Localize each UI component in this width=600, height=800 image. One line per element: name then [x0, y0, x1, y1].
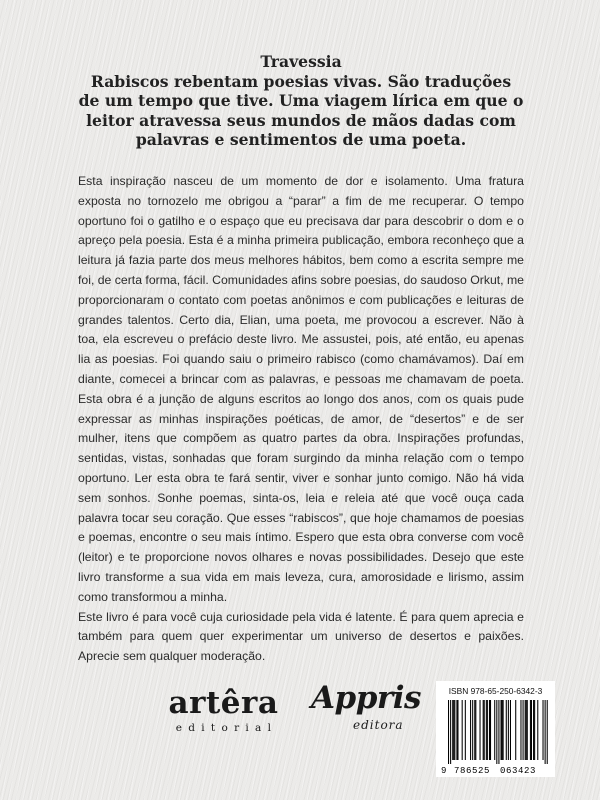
barcode-left-digits: 786525: [453, 766, 491, 776]
barcode-bar: [475, 700, 476, 760]
barcode-bar: [533, 700, 534, 760]
barcode-bar: [487, 700, 488, 760]
barcode-bar: [474, 700, 475, 760]
barcode-bar: [452, 700, 453, 760]
blurb-line: Rabiscos rebentam poesias vivas. São traduções: [90, 71, 512, 91]
synopsis-text: [78, 172, 524, 667]
appris-logo-subtitle: editora: [353, 718, 404, 732]
barcode-bar: [472, 700, 473, 760]
barcode-bar: [503, 700, 504, 760]
artera-logo-subtitle: editorial: [175, 722, 278, 734]
barcode-bar: [537, 700, 538, 760]
barcode-bar: [470, 700, 471, 760]
barcode-bar: [484, 700, 485, 760]
barcode-bar: [523, 700, 524, 760]
artera-logo-wordmark: artêra: [168, 685, 279, 721]
artera-editorial-logo: [166, 686, 281, 734]
barcode-bar: [448, 700, 449, 764]
barcode-bar: [520, 700, 521, 760]
blurb-line: leitor atravessa seus mundos de mãos dadas com: [86, 110, 516, 130]
barcode-bar: [480, 700, 481, 760]
back-cover-blurb: [70, 52, 532, 150]
barcode-bar: [545, 700, 546, 764]
barcode-bar: [501, 700, 502, 760]
barcode-right-digits: 063423: [499, 766, 537, 776]
isbn-label: ISBN 978-65-250-6342-3: [448, 686, 543, 696]
barcode-bar: [457, 700, 458, 760]
barcode-bar: [462, 700, 463, 760]
barcode-bar: [515, 700, 516, 760]
blurb-title: Travessia: [260, 52, 342, 71]
appris-editora-logo: [307, 680, 419, 735]
barcode-bar: [454, 700, 455, 760]
synopsis-paragraph: Este livro é para você cuja curiosidade pela vida é latente. É para quem aprecia e também para quem quer experimentar um universo de desertos e paixões. Aprecie sem qualquer moderação.: [78, 609, 524, 664]
synopsis-paragraph: Esta inspiração nasceu de um momento de dor e isolamento. Uma fratura exposta no tornozelo me obrigou a “parar” a fim de me recuperar. O tempo oportuno foi o gatilho e o espaço que eu precisava dar para descobrir o dom e o apreço pela poesia. Esta é a minha primeira publicação, embora reconheço que a leitura já fazia parte dos meus melhores hábitos, bem como a escrita sempre me foi, de certa forma, fácil. Comunidades afins sobre poesias, do saudoso Orkut, me proporcionaram o contato com poetas anônimos e com publicações e leituras de grandes talentos. Certo dia, Elian, uma poeta, me provocou a escrever. Não à toa, ela escreveu o prefácio deste livro. Me assustei, pois, até então, eu apenas lia as poesias. Foi quando saiu o primeiro rabisco (como chamávamos). Daí em diante, comecei a brincar com as palavras, e pessoas me chamavam de poeta. Esta obra é a junção de alguns escritos ao longo dos anos, com os quais pude expressar as minhas inspirações poéticas, de amor, de “desertos” e de ser mulher, itens que compõem as quatro partes da obra. Inspirações profundas, sentidas, vistas, sonhadas que foram surgindo da minha relação com o tempo oportuno. Ler esta obra te fará sentir, viver e sonhar junto comigo. Não há vida sem sonhos. Sonhe poemas, sinta-os, leia e releia até que você ouça cada palavra tocar seu coração. Que esses “rabiscos”, que hoje chamamos de poesias e poemas, encontre o seu mais íntimo. Espero que esta obra converse com você (leitor) e te proporcione novos olhares e novas possibilidades. Desejo que este livro transforme a sua vida em mais leveza, cura, amorosidade e lirismo, assim como transformou a minha.: [78, 174, 524, 604]
barcode-bar: [530, 700, 531, 760]
barcode-bar: [534, 700, 535, 760]
barcode-bar: [543, 700, 544, 760]
barcode-bar: [526, 700, 527, 760]
barcode-bar: [547, 700, 548, 764]
barcode-bar: [483, 700, 484, 760]
barcode-bar: [527, 700, 528, 760]
blurb-line: palavras e sentimentos de uma poeta.: [135, 130, 467, 149]
barcode-bar: [450, 700, 451, 764]
barcode-bar: [525, 700, 526, 760]
barcode-bar: [489, 700, 490, 760]
barcode-bar: [531, 700, 532, 760]
barcode-bar: [486, 700, 487, 760]
barcode-bar: [453, 700, 454, 760]
barcode-bar: [490, 700, 491, 760]
blurb-line: de um tempo que tive. Uma viagem lírica em que o: [78, 91, 524, 110]
barcode-bar: [498, 700, 499, 764]
isbn-barcode: [436, 681, 555, 777]
appris-logo-wordmark: Appris: [311, 680, 421, 716]
barcode-bar: [510, 700, 511, 760]
barcode-first-digit: 9: [441, 766, 447, 776]
barcode-bar: [506, 700, 507, 760]
barcode-bar: [496, 700, 497, 764]
barcode-bar: [508, 700, 509, 760]
barcode-bar: [465, 700, 466, 760]
barcode-bar: [502, 700, 503, 760]
barcode-graphic: [436, 698, 555, 777]
barcode-bar: [456, 700, 457, 760]
barcode-bar: [494, 700, 495, 760]
